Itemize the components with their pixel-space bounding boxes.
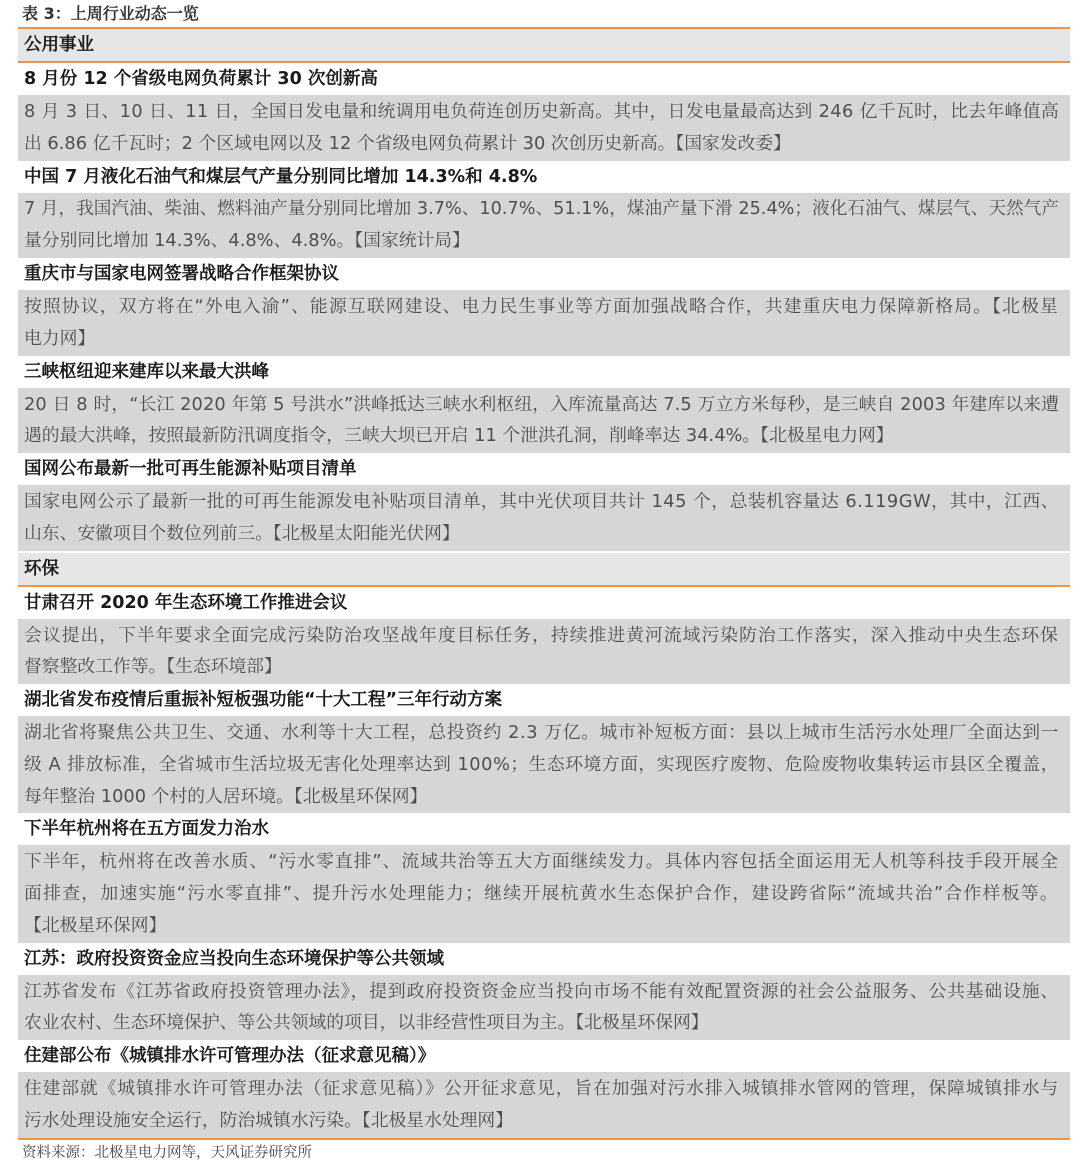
summary-line: 按照协议，双方将在“外电入渝”、能源互联网建设、电力民生事业等方面加强战略合作，共建重庆电力保障新格局。【北极星 <box>24 296 1059 317</box>
news-headline: 下半年杭州将在五方面发力治水 <box>18 813 1070 845</box>
news-headline: 重庆市与国家电网签署战略合作框架协议 <box>18 258 1070 290</box>
news-item <box>18 161 1070 259</box>
summary-line: 每年整治 1000 个村的人居环境。【北极星环保网】 <box>24 785 428 807</box>
news-summary <box>18 388 1070 454</box>
summary-line: 8 月 3 日、10 日、11 日，全国日发电量和统调用电负荷连创历史新高。其中，日发电量最高达到 246 亿千瓦时，比去年峰值高 <box>24 101 1059 122</box>
summary-line: 山东、安徽项目个数位列前三。【北极星太阳能光伏网】 <box>24 522 460 544</box>
news-summary <box>18 619 1070 685</box>
news-headline: 国网公布最新一批可再生能源补贴项目清单 <box>18 453 1070 485</box>
section-header-environmental-protection: 环保 <box>18 553 1070 585</box>
news-item <box>18 813 1070 942</box>
news-summary <box>18 716 1070 813</box>
news-item <box>18 943 1070 1041</box>
news-headline: 湖北省发布疫情后重振补短板强功能“十大工程”三年行动方案 <box>18 684 1070 716</box>
news-headline: 甘肃召开 2020 年生态环境工作推进会议 <box>18 587 1070 619</box>
summary-line: 面排查，加速实施“污水零直排”、提升污水处理能力；继续开展杭黄水生态保护合作，建设跨省际“流域共治”合作样板等。 <box>24 883 1059 904</box>
summary-line: 级 A 排放标准，全省城市生活垃圾无害化处理率达到 100%；生态环境方面，实现医疗废物、危险废物收集转运市县区全覆盖， <box>24 753 1059 775</box>
news-item <box>18 684 1070 813</box>
news-item <box>18 1040 1070 1138</box>
news-item <box>18 453 1070 551</box>
table-title: 表 3：上周行业动态一览 <box>22 4 199 23</box>
industry-news-table <box>18 0 1070 1164</box>
news-headline: 中国 7 月液化石油气和煤层气产量分别同比增加 14.3%和 4.8% <box>18 161 1070 193</box>
news-headline: 三峡枢纽迎来建库以来最大洪峰 <box>18 356 1070 388</box>
news-summary <box>18 193 1070 259</box>
summary-line: 20 日 8 时，“长江 2020 年第 5 号洪水”洪峰抵达三峡水利枢纽，入库流量高达 7.5 万立方米每秒，是三峡自 2003 年建库以来遭 <box>24 393 1059 415</box>
summary-line: 【北极星环保网】 <box>24 914 167 936</box>
bottom-divider <box>18 1138 1070 1140</box>
summary-line: 7 月，我国汽油、柴油、燃料油产量分别同比增加 3.7%、10.7%、51.1%，煤油产量下滑 25.4%；液化石油气、煤层气、天然气产 <box>24 198 1059 219</box>
summary-line: 农业农村、生态环境保护、等公共领域的项目，以非经营性项目为主。【北极星环保网】 <box>24 1012 709 1034</box>
summary-line: 国家电网公示了最新一批的可再生能源发电补贴项目清单，其中光伏项目共计 145 个，总装机容量达 6.119GW，其中，江西、 <box>24 491 1059 512</box>
news-summary <box>18 1072 1070 1138</box>
news-item <box>18 356 1070 454</box>
news-summary <box>18 290 1070 356</box>
summary-line: 污水处理设施安全运行，防治城镇水污染。【北极星水处理网】 <box>24 1109 513 1131</box>
source-note: 资料来源：北极星电力网等，天风证券研究所 <box>22 1144 312 1161</box>
news-summary <box>18 975 1070 1041</box>
summary-line: 出 6.86 亿千瓦时；2 个区域电网以及 12 个省级电网负荷累计 30 次创历史新高。【国家发改委】 <box>24 132 791 154</box>
summary-line: 电力网】 <box>24 327 96 349</box>
news-headline: 江苏：政府投资资金应当投向生态环境保护等公共领域 <box>18 943 1070 975</box>
news-item <box>18 258 1070 356</box>
news-summary <box>18 845 1070 942</box>
news-item <box>18 63 1070 161</box>
news-summary <box>18 95 1070 161</box>
summary-line: 住建部就《城镇排水许可管理办法（征求意见稿）》公开征求意见，旨在加强对污水排入城镇排水管网的管理，保障城镇排水与 <box>24 1078 1059 1099</box>
summary-line: 湖北省将聚焦公共卫生、交通、水利等十大工程，总投资约 2.3 万亿。城市补短板方面：县以上城市生活污水处理厂全面达到一 <box>24 722 1059 743</box>
section-header-public-utilities: 公用事业 <box>18 29 1070 61</box>
news-headline: 8 月份 12 个省级电网负荷累计 30 次创新高 <box>18 63 1070 95</box>
news-summary <box>18 485 1070 551</box>
summary-line: 督察整改工作等。【生态环境部】 <box>24 656 282 678</box>
summary-line: 遇的最大洪峰，按照最新防汛调度指令，三峡大坝已开启 11 个泄洪孔洞，削峰率达 34.4%。【北极星电力网】 <box>24 425 894 447</box>
news-item <box>18 587 1070 685</box>
news-headline: 住建部公布《城镇排水许可管理办法（征求意见稿）》 <box>18 1040 1070 1072</box>
summary-line: 下半年，杭州将在改善水质、“污水零直排”、流域共治等五大方面继续发力。具体内容包括全面运用无人机等科技手段开展全 <box>24 851 1059 873</box>
summary-line: 会议提出，下半年要求全面完成污染防治攻坚战年度目标任务，持续推进黄河流域污染防治工作落实，深入推动中央生态环保 <box>24 624 1059 646</box>
summary-line: 江苏省发布《江苏省政府投资管理办法》，提到政府投资资金应当投向市场不能有效配置资源的社会公益服务、公共基础设施、 <box>24 980 1059 1002</box>
summary-line: 量分别同比增加 14.3%、4.8%、4.8%。【国家统计局】 <box>24 230 470 252</box>
